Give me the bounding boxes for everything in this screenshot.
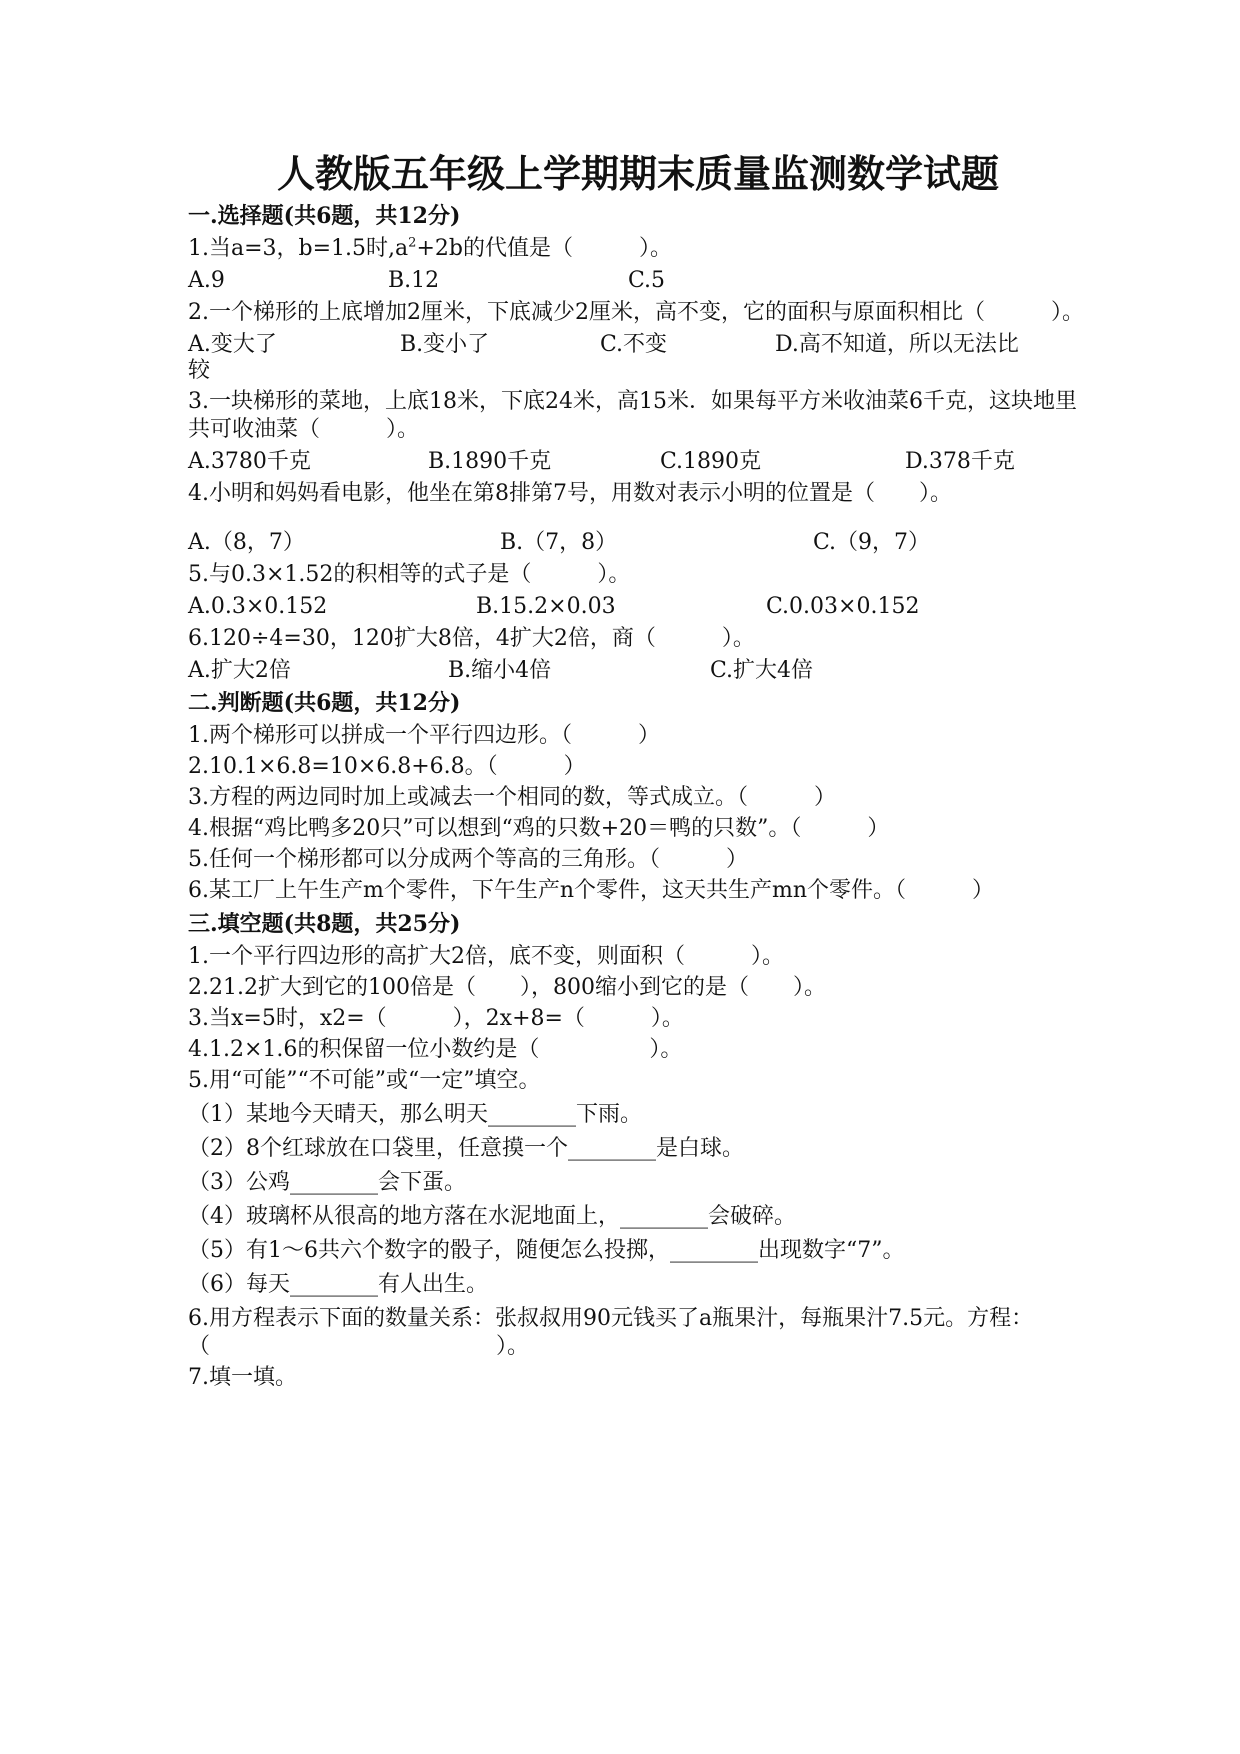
fill-item: 6.用方程表示下面的数量关系：张叔叔用90元钱买了a瓶果汁，每瓶果汁7.5元。方程：（ ）。 <box>188 1306 1034 1359</box>
option-wrap: 较 <box>188 358 211 383</box>
option: C.（9，7） <box>813 530 931 555</box>
option: C.不变 <box>600 332 668 357</box>
question-1-5: 5.与0.3×1.52的积相等的式子是（ ）。 <box>188 562 631 587</box>
options-1-4 <box>188 528 1088 558</box>
fill-item: 4.1.2×1.6的积保留一位小数约是（ ）。 <box>188 1037 683 1062</box>
option: A.扩大2倍 <box>188 658 291 683</box>
option: B.缩小4倍 <box>448 658 552 683</box>
judge-item: 1.两个梯形可以拼成一个平行四边形。（ ） <box>188 723 660 748</box>
fill-item: 3.当x=5时，x2=（ ），2x+8=（ ）。 <box>188 1006 684 1031</box>
exponent: 2 <box>408 235 417 251</box>
options-1-6 <box>188 656 1088 686</box>
option: D.高不知道，所以无法比 <box>775 332 1019 357</box>
fill-subitem: （5）有1～6共六个数字的骰子，随便怎么投掷，________出现数字“7”。 <box>188 1238 905 1263</box>
option: D.378千克 <box>905 449 1015 474</box>
exam-page <box>188 150 1088 1395</box>
option: A.0.3×0.152 <box>188 594 328 619</box>
fill-item: 7.填一填。 <box>188 1365 297 1390</box>
option: A.（8，7） <box>188 530 305 555</box>
options-1-3 <box>188 447 1088 477</box>
option: B.15.2×0.03 <box>476 594 616 619</box>
fill-subitem: （6）每天________有人出生。 <box>188 1272 488 1297</box>
option: B.1890千克 <box>428 449 552 474</box>
option: A.3780千克 <box>188 449 311 474</box>
fill-subitem: （1）某地今天晴天，那么明天________下雨。 <box>188 1102 642 1127</box>
option: A.变大了 <box>188 332 277 357</box>
option: A.9 <box>188 268 225 293</box>
section-heading-choice: 一.选择题(共6题，共12分) <box>188 203 461 229</box>
fill-item: 2.21.2扩大到它的100倍是（ ），800缩小到它的是（ ）。 <box>188 975 826 1000</box>
judge-item: 3.方程的两边同时加上或减去一个相同的数，等式成立。（ ） <box>188 785 836 810</box>
judge-item: 5.任何一个梯形都可以分成两个等高的三角形。（ ） <box>188 847 748 872</box>
option: C.扩大4倍 <box>710 658 814 683</box>
section-heading-judge: 二.判断题(共6题，共12分) <box>188 690 461 716</box>
option: C.5 <box>628 268 666 293</box>
fill-subitem: （3）公鸡________会下蛋。 <box>188 1170 466 1195</box>
options-1-2 <box>188 330 1088 360</box>
fill-item: 5.用“可能”“不可能”或“一定”填空。 <box>188 1068 541 1093</box>
option: B.12 <box>388 268 440 293</box>
judge-item: 4.根据“鸡比鸭多20只”可以想到“鸡的只数+20＝鸭的只数”。（ ） <box>188 816 890 841</box>
option: B.变小了 <box>400 332 490 357</box>
question-1-3: 3.一块梯形的菜地，上底18米，下底24米，高15米．如果每平方米收油菜6千克，这块地里共可收油菜（ ）。 <box>188 389 1077 442</box>
option: C.1890克 <box>660 449 762 474</box>
question-1-1: 1.当a=3，b=1.5时$,a^2+2b$的代值是（ ）。 <box>188 235 672 261</box>
fill-item: 1.一个平行四边形的高扩大2倍，底不变，则面积（ ）。 <box>188 944 784 969</box>
fill-subitem: （4）玻璃杯从很高的地方落在水泥地面上，________会破碎。 <box>188 1204 796 1229</box>
judge-item: 2.10.1×6.8=10×6.8+6.8。（ ） <box>188 754 586 779</box>
question-1-2: 2.一个梯形的上底增加2厘米，下底减少2厘米，高不变，它的面积与原面积相比（ ）。 <box>188 300 1084 325</box>
question-1-4: 4.小明和妈妈看电影，他坐在第8排第7号，用数对表示小明的位置是（ ）。 <box>188 481 952 506</box>
option: B.（7，8） <box>500 530 618 555</box>
question-1-6: 6.120÷4=30，120扩大8倍，4扩大2倍，商（ ）。 <box>188 626 755 651</box>
options-1-1 <box>188 266 1088 296</box>
fill-subitem: （2）8个红球放在口袋里，任意摸一个________是白球。 <box>188 1136 744 1161</box>
page-title: 人教版五年级上学期期末质量监测数学试题 <box>276 151 999 196</box>
options-1-5 <box>188 592 1088 622</box>
option: C.0.03×0.152 <box>766 594 920 619</box>
judge-item: 6.某工厂上午生产m个零件，下午生产n个零件，这天共生产mn个零件。（ ） <box>188 878 995 903</box>
section-heading-fill: 三.填空题(共8题，共25分) <box>188 911 461 937</box>
